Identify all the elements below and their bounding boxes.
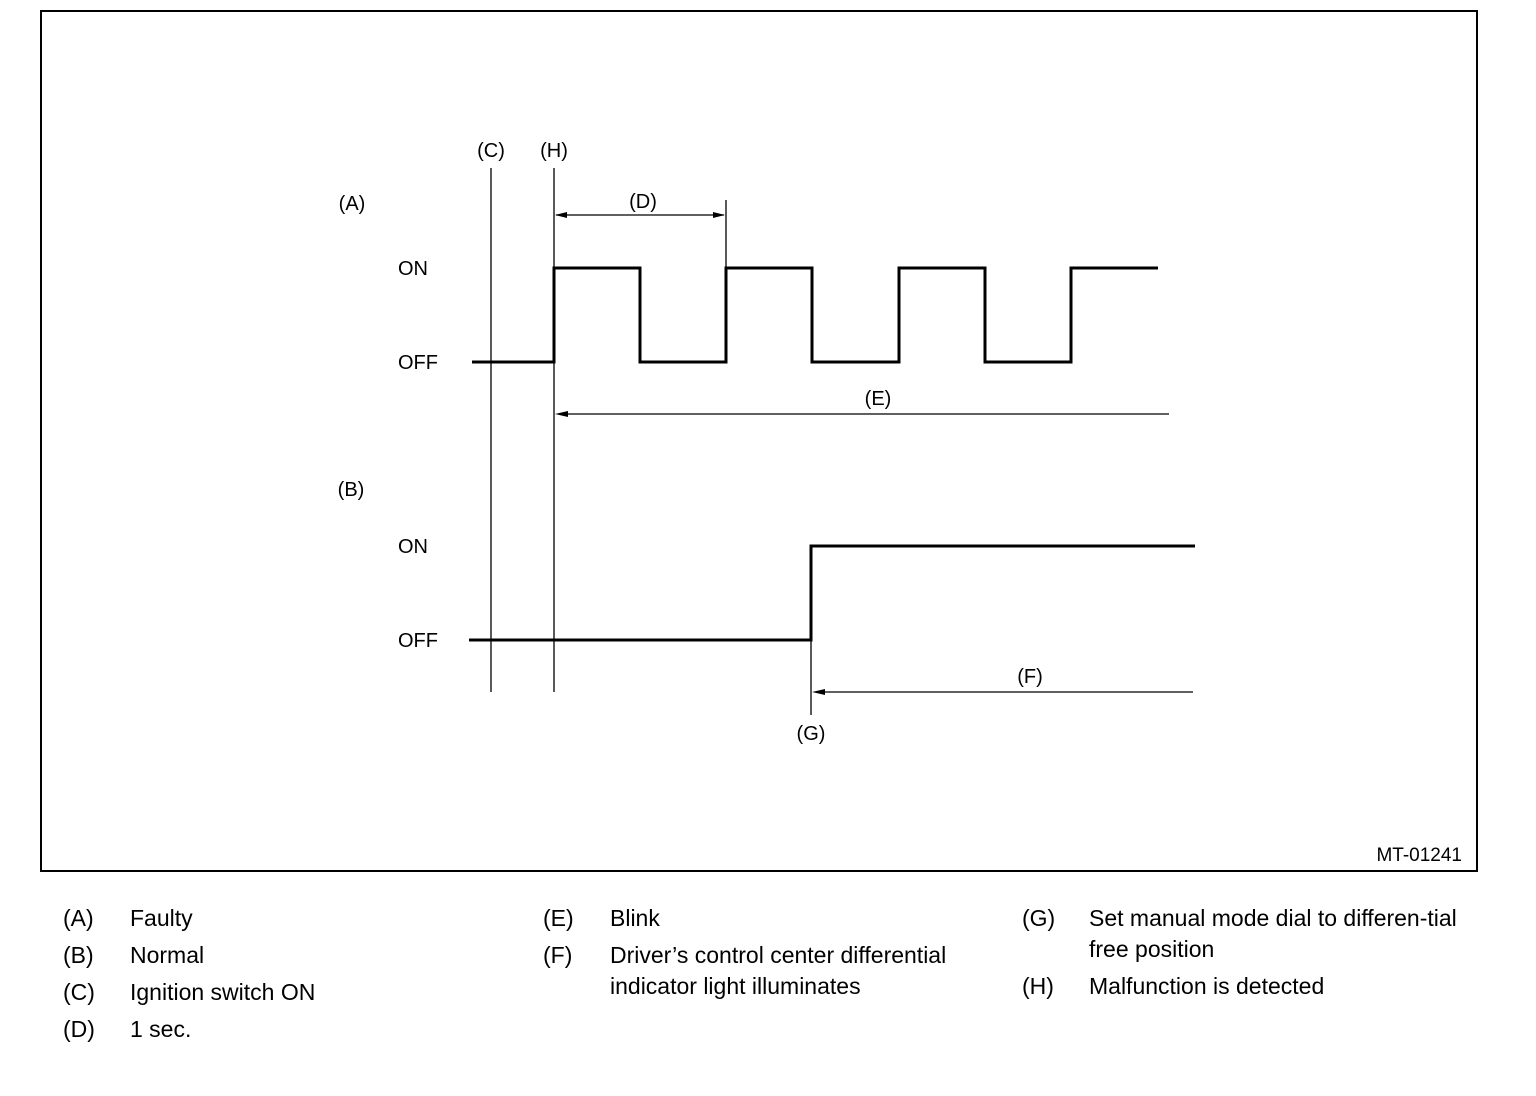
legend-text-d: 1 sec. (130, 1016, 192, 1042)
legend-item-a (63, 903, 483, 934)
normal-on-label: ON (398, 536, 428, 558)
legend-key-f: (F) (543, 942, 573, 968)
legend-column-3 (1022, 903, 1482, 1008)
legend-key-h: (H) (1022, 973, 1054, 999)
legend-item-g (1022, 903, 1482, 965)
legend-column-1 (63, 903, 483, 1051)
legend-item-b (63, 940, 483, 971)
legend-key-a: (A) (63, 905, 94, 931)
legend-text-e: Blink (610, 905, 660, 931)
normal-off-label: OFF (398, 630, 438, 652)
legend-text-a: Faulty (130, 905, 193, 931)
diagram-frame (41, 11, 1477, 871)
legend-text-b: Normal (130, 942, 205, 968)
faulty-on-label: ON (398, 258, 428, 280)
figure-code: MT-01241 (1376, 845, 1462, 866)
marker-a: (A) (338, 193, 366, 215)
marker-f: (F) (1017, 666, 1043, 688)
legend-item-d (63, 1014, 483, 1045)
blink-arrowhead (555, 411, 568, 417)
faulty-off-label: OFF (398, 352, 438, 374)
marker-g: (G) (796, 723, 826, 745)
marker-d: (D) (629, 191, 657, 213)
one-second-arrowhead-left (555, 212, 567, 218)
marker-b: (B) (337, 479, 365, 501)
legend-key-b: (B) (63, 942, 94, 968)
legend-text-g: Set manual mode dial to differen-tial free position (1089, 905, 1457, 962)
normal-waveform (469, 546, 1195, 640)
legend-column-2 (543, 903, 993, 1008)
legend-key-c: (C) (63, 979, 95, 1005)
legend-text-c: Ignition switch ON (130, 979, 316, 1005)
legend-text-h: Malfunction is detected (1089, 973, 1325, 999)
legend-item-c (63, 977, 483, 1008)
illuminate-arrowhead (812, 689, 825, 695)
legend-text-f: Driver’s control center differential indicator light illuminates (610, 942, 947, 999)
marker-c: (C) (477, 140, 505, 162)
legend-item-f (543, 940, 993, 1002)
legend-item-e (543, 903, 993, 934)
legend-key-d: (D) (63, 1016, 95, 1042)
legend-item-h (1022, 971, 1482, 1002)
legend-key-e: (E) (543, 905, 574, 931)
marker-e: (E) (864, 388, 892, 410)
marker-h: (H) (540, 140, 568, 162)
faulty-waveform (472, 268, 1158, 362)
one-second-arrowhead-right (713, 212, 725, 218)
legend-key-g: (G) (1022, 905, 1056, 931)
